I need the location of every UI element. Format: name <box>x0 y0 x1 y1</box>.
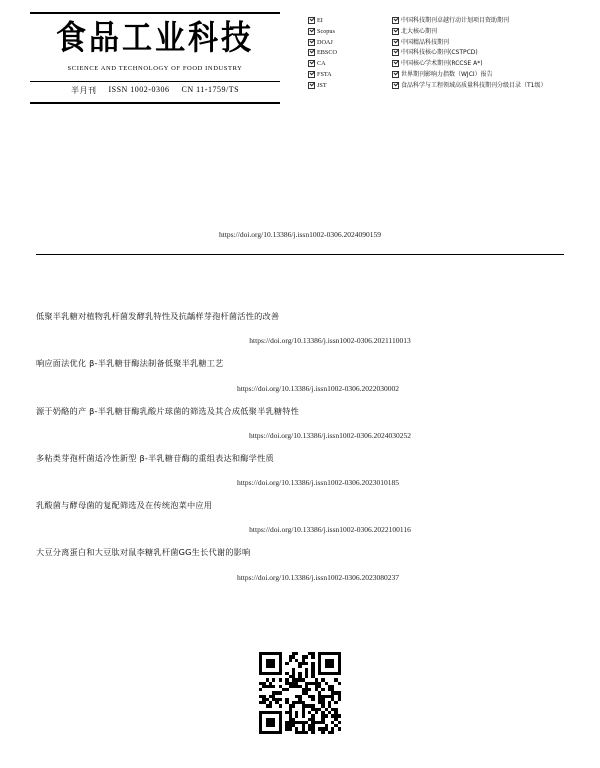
article-doi[interactable]: https://doi.org/10.13386/j.issn1002-0306.2023080237 <box>237 572 399 582</box>
index-item <box>308 27 386 36</box>
index-item-label: 中国核心学术期刊(RCCSE A*) <box>401 60 483 68</box>
index-item <box>308 16 386 25</box>
article-entry <box>36 357 564 392</box>
qr-code-wrapper <box>0 652 600 734</box>
checkbox-icon <box>308 82 315 89</box>
index-item <box>392 27 570 36</box>
journal-title-cn: 食品工业科技 <box>56 18 254 59</box>
article-doi[interactable]: https://doi.org/10.13386/j.issn1002-0306.2022100116 <box>249 525 411 535</box>
checkbox-icon <box>308 71 315 78</box>
article-entry <box>36 499 564 534</box>
index-item-label: FSTA <box>317 70 332 78</box>
index-item-label: EBSCO <box>317 49 337 57</box>
index-item-label: JST <box>317 81 327 89</box>
index-item <box>308 38 386 47</box>
checkbox-icon <box>392 17 399 24</box>
checkbox-icon <box>392 71 399 78</box>
index-item-label: 中国科技核心期刊(CSTPCD) <box>401 49 478 57</box>
index-item <box>392 81 570 90</box>
index-item <box>392 16 570 25</box>
index-item-label: CA <box>317 60 326 68</box>
article-doi[interactable]: https://doi.org/10.13386/j.issn1002-0306.2022030002 <box>237 383 399 393</box>
index-item <box>308 48 386 57</box>
article-doi[interactable]: https://doi.org/10.13386/j.issn1002-0306.2023010185 <box>237 478 399 488</box>
journal-cn: CN 11-1759/TS <box>181 84 240 94</box>
index-item-label: EI <box>317 17 323 24</box>
article-title[interactable]: 低聚半乳糖对植物乳杆菌发酵乳特性及抗龋样芽孢杆菌活性的改善 <box>36 311 280 321</box>
checkbox-icon <box>308 39 315 46</box>
article-entry <box>36 452 564 487</box>
checkbox-icon <box>308 17 315 24</box>
article-title[interactable]: 乳酸菌与酵母菌的复配筛选及在传统泡菜中应用 <box>36 500 213 511</box>
index-item <box>308 59 386 68</box>
index-item-label: 食品科学与工程领域高质量科技期刊分级目录（T1级） <box>401 81 547 89</box>
journal-issn: ISSN 1002-0306 <box>108 84 170 94</box>
index-list <box>308 16 570 90</box>
index-item-label: 中国科技期刊卓越行动计划项目资助期刊 <box>401 17 510 24</box>
article-entry <box>36 546 564 581</box>
masthead-journal-block <box>30 12 280 104</box>
checkbox-icon <box>392 60 399 67</box>
journal-title-en: SCIENCE AND TECHNOLOGY OF FOOD INDUSTRY <box>67 64 243 72</box>
article-title[interactable]: 响应面法优化 β-半乳糖苷酶法制备低聚半乳糖工艺 <box>36 358 224 369</box>
article-entry <box>36 310 564 345</box>
article-entry-list <box>36 310 564 594</box>
index-item-label: DOAJ <box>317 38 333 46</box>
index-item-label: 中国精品科技期刊 <box>401 38 450 46</box>
index-item <box>392 59 570 68</box>
checkbox-icon <box>392 49 399 56</box>
index-item <box>392 38 570 47</box>
index-item <box>392 70 570 79</box>
checkbox-icon <box>308 28 315 35</box>
index-item-label: Scopus <box>317 27 335 35</box>
article-title[interactable]: 源于奶酪的产 β-半乳糖苷酶乳酸片球菌的筛选及其合成低聚半乳糖特性 <box>36 405 300 416</box>
article-title[interactable]: 大豆分离蛋白和大豆肽对鼠李糖乳杆菌GG生长代谢的影响 <box>36 547 251 558</box>
article-doi[interactable]: https://doi.org/10.13386/j.issn1002-0306.2024030252 <box>249 430 411 440</box>
journal-frequency: 半月刊 <box>70 85 97 95</box>
masthead-index-block <box>280 12 570 104</box>
article-entry <box>36 405 564 440</box>
masthead-meta <box>30 81 280 96</box>
checkbox-icon <box>308 49 315 56</box>
checkbox-icon <box>308 60 315 67</box>
checkbox-icon <box>392 28 399 35</box>
article-doi[interactable]: https://doi.org/10.13386/j.issn1002-0306.2021110013 <box>249 336 411 346</box>
checkbox-icon <box>392 39 399 46</box>
index-item <box>392 48 570 57</box>
index-item-label: 世界期刊影响力指数（WJCI）报告 <box>401 70 493 78</box>
checkbox-icon <box>392 82 399 89</box>
index-item <box>308 70 386 79</box>
horizontal-rule <box>36 254 564 255</box>
doi-top: https://doi.org/10.13386/j.issn1002-0306.2024090159 <box>219 230 381 239</box>
qr-code[interactable] <box>259 652 341 734</box>
index-item <box>308 81 386 90</box>
article-title[interactable]: 多粘类芽孢杆菌适冷性新型 β-半乳糖苷酶的重组表达和酶学性质 <box>36 452 274 463</box>
index-item-label: 北大核心期刊 <box>401 27 438 35</box>
masthead <box>30 12 570 104</box>
